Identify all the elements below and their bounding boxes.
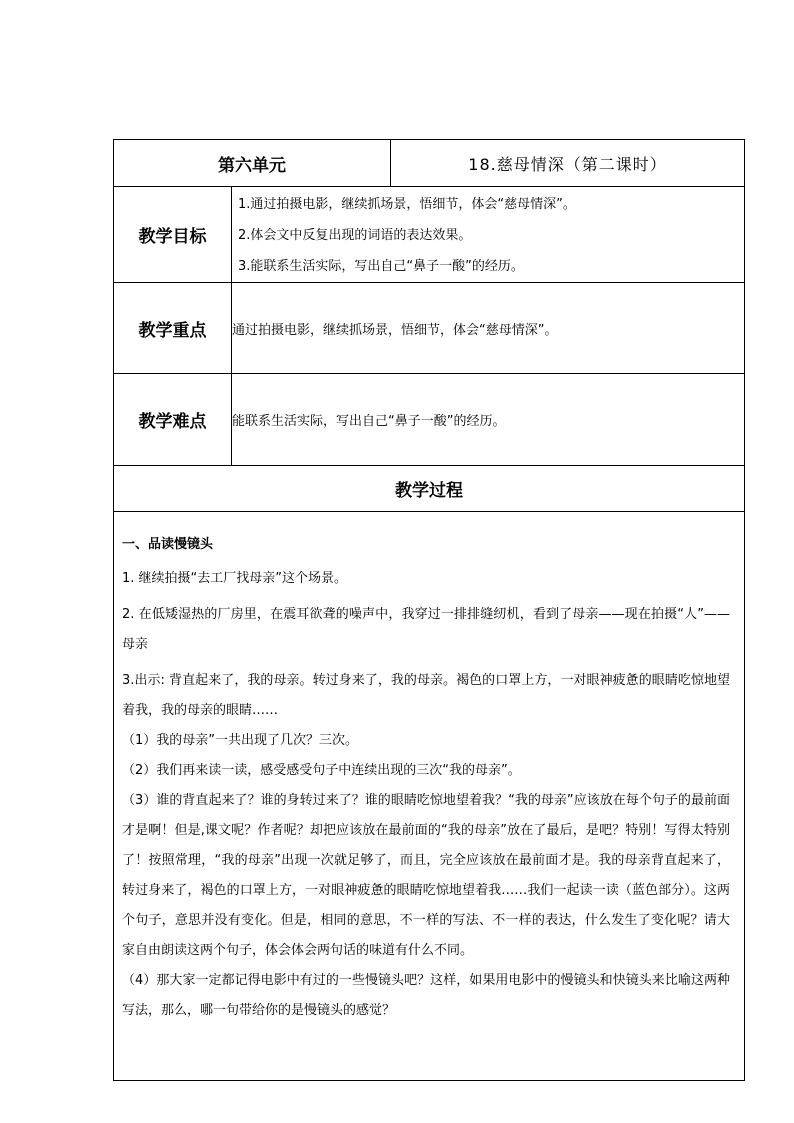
goals-content <box>232 187 745 283</box>
process-heading-row <box>114 466 745 512</box>
lesson-title-cell: 18.慈母情深（第二课时） <box>391 140 745 187</box>
lesson-plan-table <box>113 139 745 1081</box>
difficulties-text: 能联系生活实际，写出自己“鼻子一酸”的经历。 <box>232 374 745 466</box>
process-paragraph: 3.出示: 背直起来了，我的母亲。转过身来了，我的母亲。褐色的口罩上方，一对眼神疲惫的眼睛吃惊地望着我，我的母亲的眼睛…… <box>122 673 730 718</box>
goals-label: 教学目标 <box>114 187 232 283</box>
section-title: 一、品读慢镜头 <box>122 537 214 552</box>
process-paragraph: 1. 继续拍摄“去工厂找母亲”这个场景。 <box>122 571 348 586</box>
process-paragraph: （1）我的母亲”一共出现了几次？三次。 <box>122 733 359 748</box>
key-points-text: 通过拍摄电影，继续抓场景，悟细节，体会“慈母情深”。 <box>232 283 745 374</box>
header-row <box>114 140 745 187</box>
process-paragraph: （2）我们再来读一读，感受感受句子中连续出现的三次“我的母亲”。 <box>122 763 521 778</box>
process-content-row <box>114 512 745 1081</box>
process-heading: 教学过程 <box>114 466 745 512</box>
process-paragraph: 2. 在低矮湿热的厂房里，在震耳欲聋的噪声中，我穿过一排排缝纫机，看到了母亲——现在拍摄“人”——母亲 <box>122 607 730 652</box>
difficulties-label: 教学难点 <box>114 374 232 466</box>
process-paragraph: （4）那大家一定都记得电影中有过的一些慢镜头吧？这样，如果用电影中的慢镜头和快镜头来比喻这两种写法，那么，哪一句带给你的是慢镜头的感觉？ <box>122 973 730 1018</box>
key-points-label: 教学重点 <box>114 283 232 374</box>
process-content <box>114 512 745 1081</box>
goal-item: 1.通过拍摄电影，继续抓场景，悟细节，体会“慈母情深”。 <box>238 197 576 212</box>
difficulties-row <box>114 374 745 466</box>
goal-item: 2.体会文中反复出现的词语的表达效果。 <box>238 228 472 243</box>
key-points-row <box>114 283 745 374</box>
process-paragraph: （3）谁的背直起来了？谁的身转过来了？谁的眼睛吃惊地望着我？“我的母亲”应该放在每个句子的最前面才是啊！但是,课文呢？作者呢？却把应该放在最前面的“我的母亲”放在了最后，是吧？特别！写得太特别了！按照常理，“我的母亲”出现一次就足够了，而且，完全应该放在最前面才是。我的母亲背直起来了，转过身来了，褐色的口罩上方，一对眼神疲惫的眼睛吃惊地望着我……我们一起读一读（蓝色部分）。这两个句子，意思并没有变化。但是，相同的意思，不一样的写法、不一样的表达，什么发生了变化呢？请大家自由朗读这两个句子，体会体会两句话的味道有什么不同。 <box>122 793 730 958</box>
goal-item: 3.能联系生活实际，写出自己“鼻子一酸”的经历。 <box>238 259 524 274</box>
goals-row <box>114 187 745 283</box>
unit-cell: 第六单元 <box>114 140 391 187</box>
